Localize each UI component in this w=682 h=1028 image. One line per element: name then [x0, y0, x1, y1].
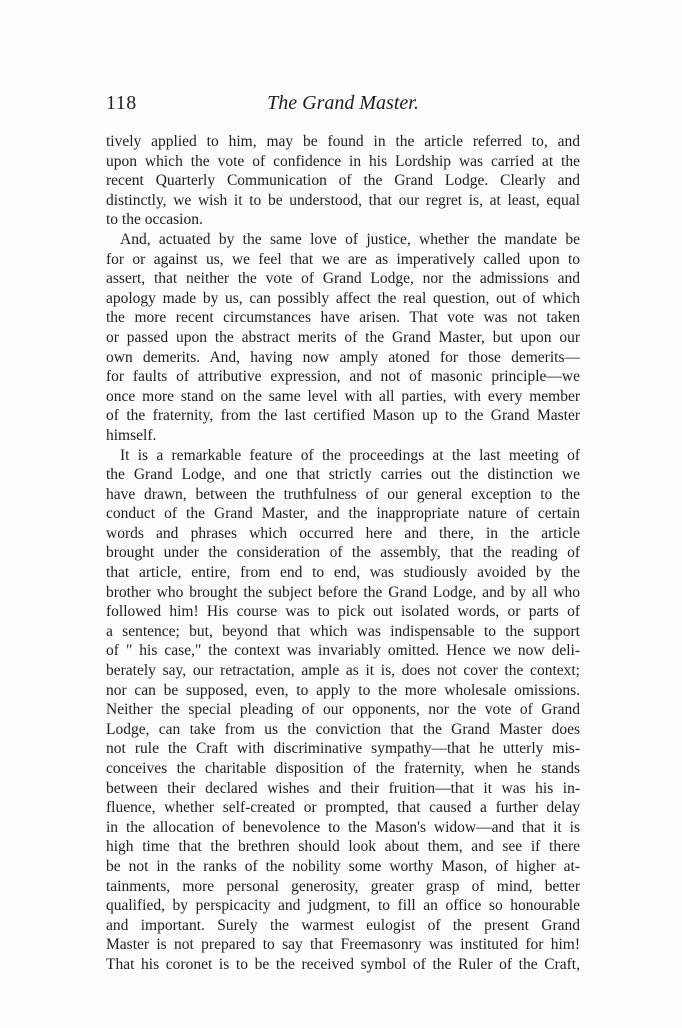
- text-line: It is a remarkable feature of the proceedings at the last meeting of: [120, 446, 580, 464]
- text-line: in the allocation of benevolence to the Mason's widow—and that it is: [106, 818, 580, 836]
- text-line: That his coronet is to be the received symbol of the Ruler of the Craft,: [106, 955, 580, 973]
- text-line: words and phrases which occurred here and there, in the article: [106, 524, 580, 542]
- text-line: tainments, more personal generosity, greater grasp of mind, better: [106, 877, 580, 895]
- text-line: to the occasion.: [106, 211, 203, 229]
- text-line: assert, that neither the vote of Grand Lodge, nor the admissions and: [106, 270, 580, 288]
- text-line: of the fraternity, from the last certified Mason up to the Grand Master: [106, 407, 580, 425]
- text-line: between their declared wishes and their fruition—that it was his in-: [106, 779, 580, 797]
- text-line: the more recent circumstances have arisen. That vote was not taken: [106, 309, 580, 327]
- text-line: for faults of attributive expression, and not of masonic principle—we: [106, 368, 580, 386]
- text-line: Master is not prepared to say that Freemasonry was instituted for him!: [106, 936, 580, 954]
- text-line: tively applied to him, may be found in the article referred to, and: [106, 133, 580, 150]
- text-line: And, actuated by the same love of justice, whether the mandate be: [120, 230, 580, 248]
- text-line: that article, entire, from end to end, was studiously avoided by the: [106, 564, 580, 582]
- text-line: berately say, our retractation, ample as it is, does not cover the context;: [106, 662, 580, 680]
- text-line: for or against us, we feel that we are as imperatively called upon to: [106, 250, 580, 268]
- text-line: fluence, whether self-created or prompted, that caused a further delay: [106, 799, 580, 817]
- text-line: own demerits. And, having now amply atoned for those demerits—: [106, 348, 580, 366]
- text-line: brother who brought the subject before the Grand Lodge, and by all who: [106, 583, 580, 601]
- text-line: qualified, by perspicacity and judgment, to fill an office so honourable: [106, 897, 580, 915]
- text-line: recent Quarterly Communication of the Grand Lodge. Clearly and: [106, 172, 580, 190]
- text-line: apology made by us, can possibly affect the real question, out of which: [106, 289, 580, 307]
- text-line: conceives the charitable disposition of the fraternity, when he stands: [106, 760, 580, 777]
- text-line: brought under the consideration of the assembly, that the reading of: [106, 544, 580, 562]
- text-line: Neither the special pleading of our opponents, nor the vote of Grand: [106, 701, 580, 719]
- page-number: 118: [106, 92, 137, 114]
- running-head: [106, 92, 580, 122]
- text-line: high time that the brethren should look about them, and see if there: [106, 838, 580, 856]
- running-title: The Grand Master.: [267, 92, 419, 114]
- text-line: of " his case," the context was invariably omitted. Hence we now deli-: [106, 642, 580, 660]
- body-text: [106, 132, 580, 975]
- text-line: Lodge, can take from us the conviction that the Grand Master does: [106, 720, 580, 738]
- text-line: be not in the ranks of the nobility some worthy Mason, of higher at-: [106, 857, 580, 875]
- text-line: nor can be supposed, even, to apply to the more wholesale omissions.: [106, 681, 580, 699]
- text-line: conduct of the Grand Master, and the inappropriate nature of certain: [106, 505, 580, 523]
- text-line: have drawn, between the truthfulness of our general exception to the: [106, 485, 580, 503]
- text-line: distinctly, we wish it to be understood, that our regret is, at least, equal: [106, 191, 580, 209]
- text-line: a sentence; but, beyond that which was indispensable to the support: [106, 622, 580, 640]
- text-line: not rule the Craft with discriminative sympathy—that he utterly mis-: [106, 740, 580, 758]
- text-line: followed him! His course was to pick out isolated words, or parts of: [106, 603, 580, 621]
- text-line: the Grand Lodge, and one that strictly carries out the distinction we: [106, 466, 580, 484]
- text-line: himself.: [106, 426, 157, 444]
- text-line: and important. Surely the warmest eulogist of the present Grand: [106, 916, 580, 934]
- text-line: or passed upon the abstract merits of the Grand Master, but upon our: [106, 328, 580, 346]
- text-line: once more stand on the same level with all parties, with every member: [106, 387, 580, 405]
- text-line: upon which the vote of confidence in his Lordship was carried at the: [106, 152, 580, 170]
